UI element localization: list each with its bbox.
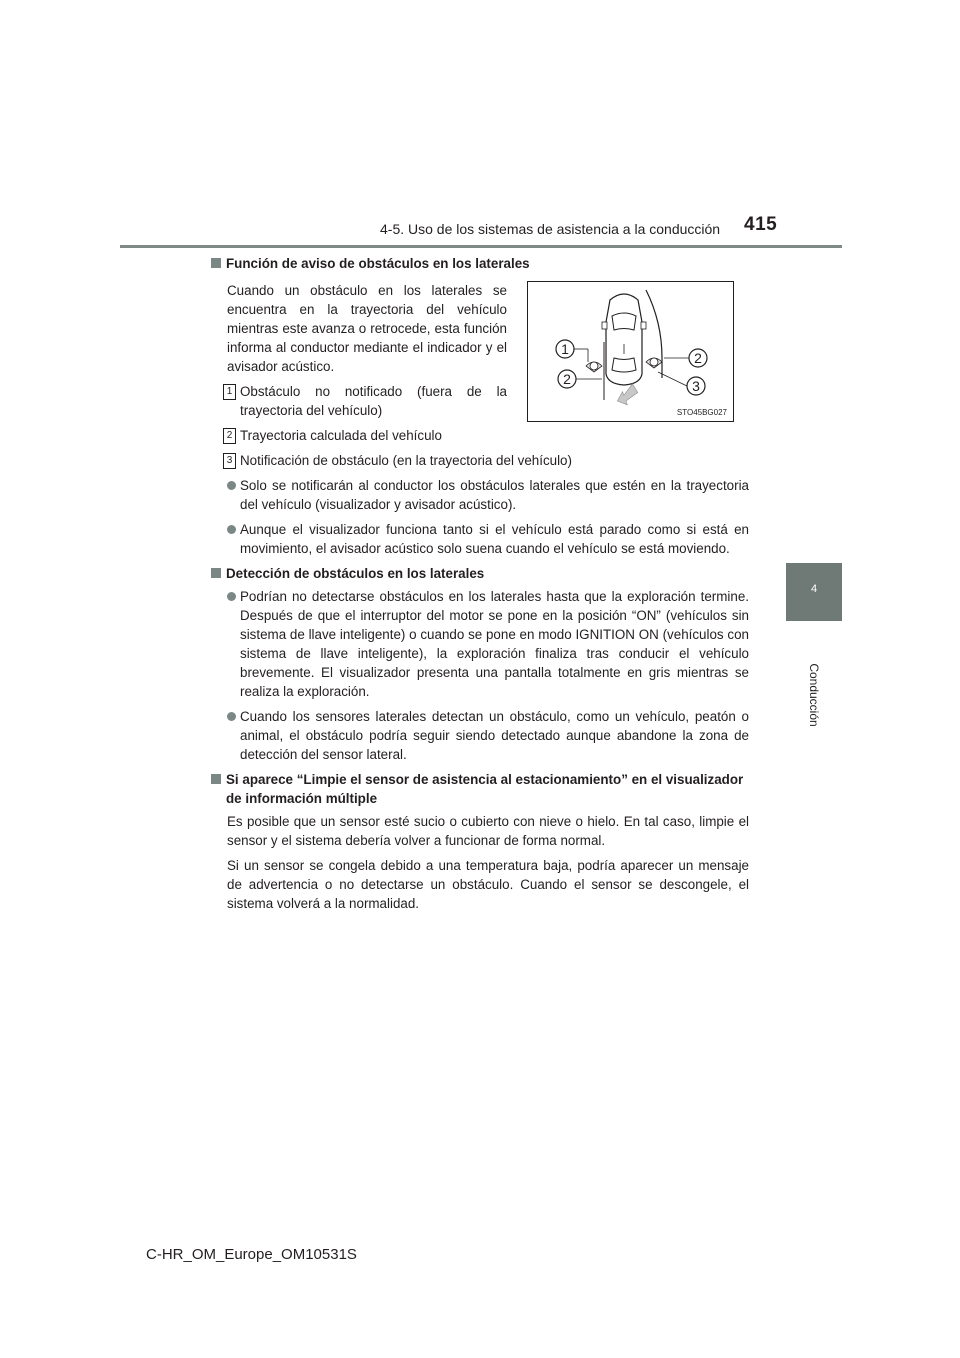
section-heading-side-warning xyxy=(211,254,749,273)
list-item xyxy=(211,587,749,701)
circle-bullet-icon xyxy=(227,592,236,601)
number-box: 2 xyxy=(223,428,236,444)
section-heading-clean-sensor xyxy=(211,770,749,808)
item-text: Notificación de obstáculo (en la trayectoria del vehículo) xyxy=(240,453,572,468)
circle-bullet-icon xyxy=(227,525,236,534)
number-box: 1 xyxy=(223,384,236,400)
chapter-tab xyxy=(786,563,842,621)
document-id: C-HR_OM_Europe_OM10531S xyxy=(146,1246,357,1263)
section-title: 4-5. Uso de los sistemas de asistencia a la conducción xyxy=(380,221,721,237)
chapter-number: 4 xyxy=(810,583,818,595)
heading-text: Función de aviso de obstáculos en los laterales xyxy=(226,256,530,271)
bullet-text: Aunque el visualizador funciona tanto si el vehículo está parado como si está en movimiento, el avisador acústico solo suena cuando el vehículo se está moviendo. xyxy=(240,522,749,556)
bullet-text: Cuando los sensores laterales detectan un obstáculo, como un vehículo, peatón o animal, el obstáculo podría seguir siendo detectado aunque abandone la zona de detección del sensor lateral. xyxy=(240,709,749,762)
number-box: 3 xyxy=(223,453,236,469)
chapter-label: Conducción xyxy=(807,663,821,727)
paragraph: Es posible que un sensor esté sucio o cubierto con nieve o hielo. En tal caso, limpie el sensor y el sistema debería volver a funcionar de forma normal. xyxy=(227,814,749,848)
header-divider xyxy=(120,245,842,248)
list-item xyxy=(211,426,749,445)
item-text: Obstáculo no notificado (fuera de la trayectoria del vehículo) xyxy=(240,384,507,418)
paragraph: Si un sensor se congela debido a una temperatura baja, podría aparecer un mensaje de advertencia o no detectarse un obstáculo. Cuando el sensor se descongele, el sistema volverá a la normalidad. xyxy=(227,858,749,911)
list-item xyxy=(211,451,749,470)
item-text: Trayectoria calculada del vehículo xyxy=(240,428,442,443)
circle-bullet-icon xyxy=(227,481,236,490)
callout-3-label: 3 xyxy=(692,378,700,394)
callout-1-label: 1 xyxy=(561,341,569,357)
intro-paragraph: Cuando un obstáculo en los laterales se encuentra en la trayectoria del vehículo mientras este avanza o retrocede, esta función informa al conductor mediante el indicador y el avisador acústico. xyxy=(227,283,507,374)
page-number: 415 xyxy=(744,214,778,235)
callout-2-label-right: 2 xyxy=(694,350,702,366)
main-content xyxy=(211,254,749,913)
bullet-text: Solo se notificarán al conductor los obstáculos laterales que estén en la trayectoria del vehículo (visualizador y avisador acústico). xyxy=(240,478,749,512)
section-heading-detection xyxy=(211,564,749,583)
heading-text: Detección de obstáculos en los laterales xyxy=(226,566,485,581)
list-item xyxy=(211,520,749,558)
square-bullet-icon xyxy=(211,258,221,268)
bullet-text: Podrían no detectarse obstáculos en los laterales hasta que la exploración termine. Después de que el interruptor del motor se pone en la posición “ON” (vehículos sin sistema de llave inteligente) o cuando se pone en modo IGNITION ON (vehículos con sistema de llave inteligente), la exploración finaliza tras conducir el vehículo brevemente. El visualizador presenta una pantalla totalmente en gris mientras se realiza la exploración. xyxy=(240,589,749,699)
callout-2-label: 2 xyxy=(563,371,571,387)
heading-text: Si aparece “Limpie el sensor de asistencia al estacionamiento” en el visualizador de información múltiple xyxy=(226,772,744,806)
circle-bullet-icon xyxy=(227,712,236,721)
chapter-label-container xyxy=(778,650,850,740)
list-item xyxy=(211,382,507,420)
list-item xyxy=(211,707,749,764)
square-bullet-icon xyxy=(211,568,221,578)
square-bullet-icon xyxy=(211,774,221,784)
list-item xyxy=(211,476,749,514)
figure-code: STO45BG027 xyxy=(676,408,727,417)
